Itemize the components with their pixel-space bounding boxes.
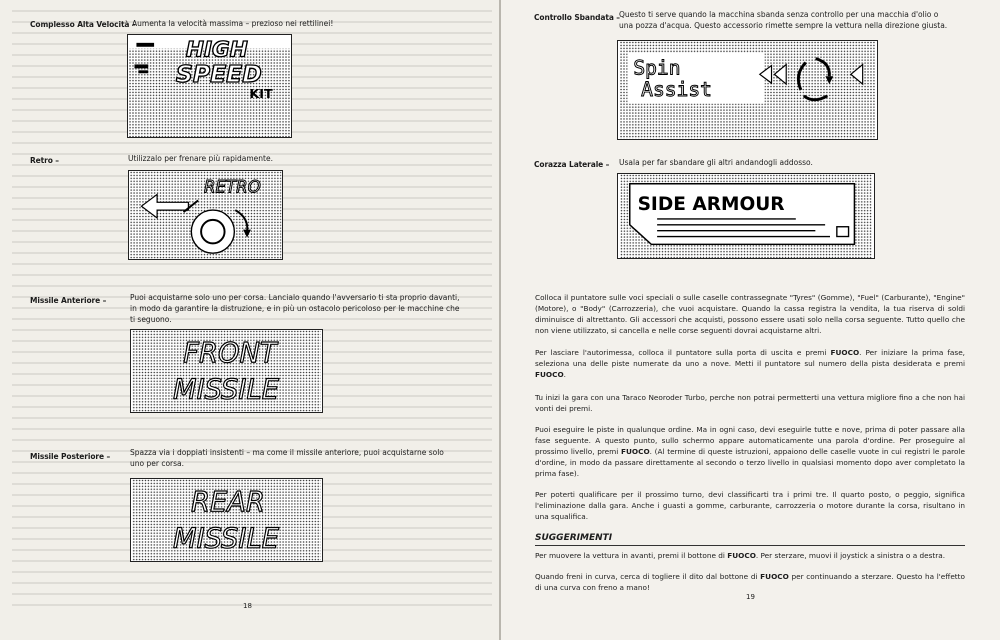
spin-assist-image — [617, 40, 878, 140]
suggerimenti-heading: SUGGERIMENTI — [535, 533, 965, 546]
item-label-high-speed-kit: Complesso Alta Velocità – — [30, 20, 136, 29]
s1-text-a: Per muovere la vettura in avanti, premi il bottone di — [535, 551, 728, 560]
high-label: HIGH — [185, 37, 248, 63]
kit-label: KIT — [249, 86, 273, 102]
assist-text: Assist — [641, 77, 712, 101]
s2-text-c: per continuando a sterzare. Questo ha l'effetto di una curva con freno a mano! — [535, 572, 965, 592]
item-label-retro: Retro – — [30, 156, 59, 165]
item-desc-side-armour: Usala per far sbandare gli altri andandogli addosso. — [619, 158, 813, 167]
tip-steering — [535, 550, 965, 561]
p2-text-a: Per lasciare l'autorimessa, colloca il puntatore sulla porta di uscita e premi — [535, 348, 831, 357]
item-label-side-armour: Corazza Laterale – — [534, 160, 610, 169]
p2-fire-1: FUOCO — [830, 348, 860, 357]
paragraph-qualify-text: Per poterti qualificare per il prossimo turno, devi classificarti tra i primi tre. Il quarto posto, o peggio, significa l'eliminazione dalla gara. Anche i guasti a gomme, carburante, carrozzeria o motore durante la corsa, risultano in una squalifica. — [535, 490, 965, 521]
item-label-rear-missile: Missile Posteriore – — [30, 452, 111, 461]
s1-fire: FUOCO — [727, 551, 756, 560]
rear-missile-image — [130, 478, 323, 562]
item-desc-spin-assist: Questo ti serve quando la macchina sbanda senza controllo per una macchia d'olio o una pozza d'acqua. Questo accessorio rimette sempre la vettura nella direzione giusta. — [619, 10, 948, 30]
item-desc-front-missile: Puoi acquistarne solo uno per corsa. Lancialo quando l'avversario ti sta proprio davanti, in modo da garantire la distruzione, e in più un ostacolo pericoloso per le macchine che ti seguono. — [130, 293, 460, 324]
s1-text-c: . Per sterzare, muovi il joystick a sinistra o a destra. — [755, 551, 946, 560]
paragraph-starting-car-text: Tu inizi la gara con una Taraco Neoroder Turbo, perche non potrai permetterti una vettura migliore fino a che non hai vonti dei premi. — [535, 393, 965, 413]
s2-text-a: Quando freni in curva, cerca di togliere il dito dal bottone di — [535, 572, 761, 581]
p2-fire-2: FUOCO — [535, 370, 564, 379]
page-18 — [0, 0, 499, 640]
paragraph-starting-car — [535, 392, 965, 414]
front-missile-image — [130, 329, 323, 413]
speed-label: SPEED — [175, 60, 262, 89]
paragraph-purchase — [535, 292, 965, 336]
retro-text: RETRO — [203, 177, 261, 197]
s2-fire: FUOCO — [760, 572, 789, 581]
item-label-front-missile: Missile Anteriore – — [30, 296, 107, 305]
item-desc-retro: Utilizzalo per frenare più rapidamente. — [128, 154, 273, 163]
high-speed-kit-image — [127, 34, 292, 138]
front-text: FRONT — [183, 338, 277, 370]
missile-text-rear: MISSILE — [173, 523, 279, 555]
retro-image — [128, 170, 283, 260]
page-number: 18 — [243, 602, 252, 610]
spin-text: Spin — [633, 56, 681, 80]
paragraph-qualify — [535, 489, 965, 522]
page-number-right: 19 — [746, 593, 755, 601]
side-armour-text: SIDE ARMOUR — [637, 194, 785, 216]
paragraph-purchase-text: Colloca il puntatore sulle voci speciali o sulle caselle contrassegnate "Tyres" (Gomme), "Fuel" (Carburante), "Engine" (Motore), o "Body" (Carrozzeria), che vuoi acquistare. Quando la cassa registra la vendita, la tua riserva di soldi diminuisce di altrettanto. Gli accessori che acquisti, possono essere usati solo nella corsa seguente. Tutto quello che non viene utilizzato, si cancella e nelle corse seguenti dovrai acquistarne altri. — [535, 293, 965, 335]
side-armour-image — [617, 173, 875, 259]
p2-text-c: . Per iniziare la prima fase, seleziona una delle piste numerate da uno a nove. Metti il puntatore sul numero della pista desiderata e premi — [535, 348, 965, 368]
p4-fire: FUOCO — [620, 447, 650, 456]
page-19 — [501, 0, 1000, 640]
item-label-spin-assist: Controllo Sbandata – — [534, 13, 620, 22]
p2-text-e: . — [563, 370, 566, 379]
rear-text: REAR — [190, 487, 265, 519]
paragraph-track-order — [535, 424, 965, 479]
paragraph-exit-garage — [535, 347, 965, 380]
p4-text-c: . (Al termine di queste istruzioni, appaiono delle caselle vuote in cui registri le parole d'ordine, in modo da passare direttamente al secondo o terzo livello in qualsiasi momento dopo aver completato la prima fase). — [535, 447, 965, 478]
item-desc-rear-missile: Spazza via i doppiati insistenti – ma come il missile anteriore, puoi acquistarne solo uno per corsa. — [130, 448, 444, 468]
tip-handbrake — [535, 571, 965, 593]
item-desc-high-speed-kit: Aumenta la velocità massima – prezioso nei rettilinei! — [132, 19, 334, 28]
p4-text-a: Puoi eseguire le piste in qualunque ordine. Ma in ogni caso, devi eseguirle tutte e nove, prima di poter passare alla fase seguente. A questo punto, sullo schermo appare automaticamente una parola d'ordine. Per proseguire al prossimo livello, premi — [535, 425, 965, 456]
missile-text: MISSILE — [173, 374, 279, 406]
